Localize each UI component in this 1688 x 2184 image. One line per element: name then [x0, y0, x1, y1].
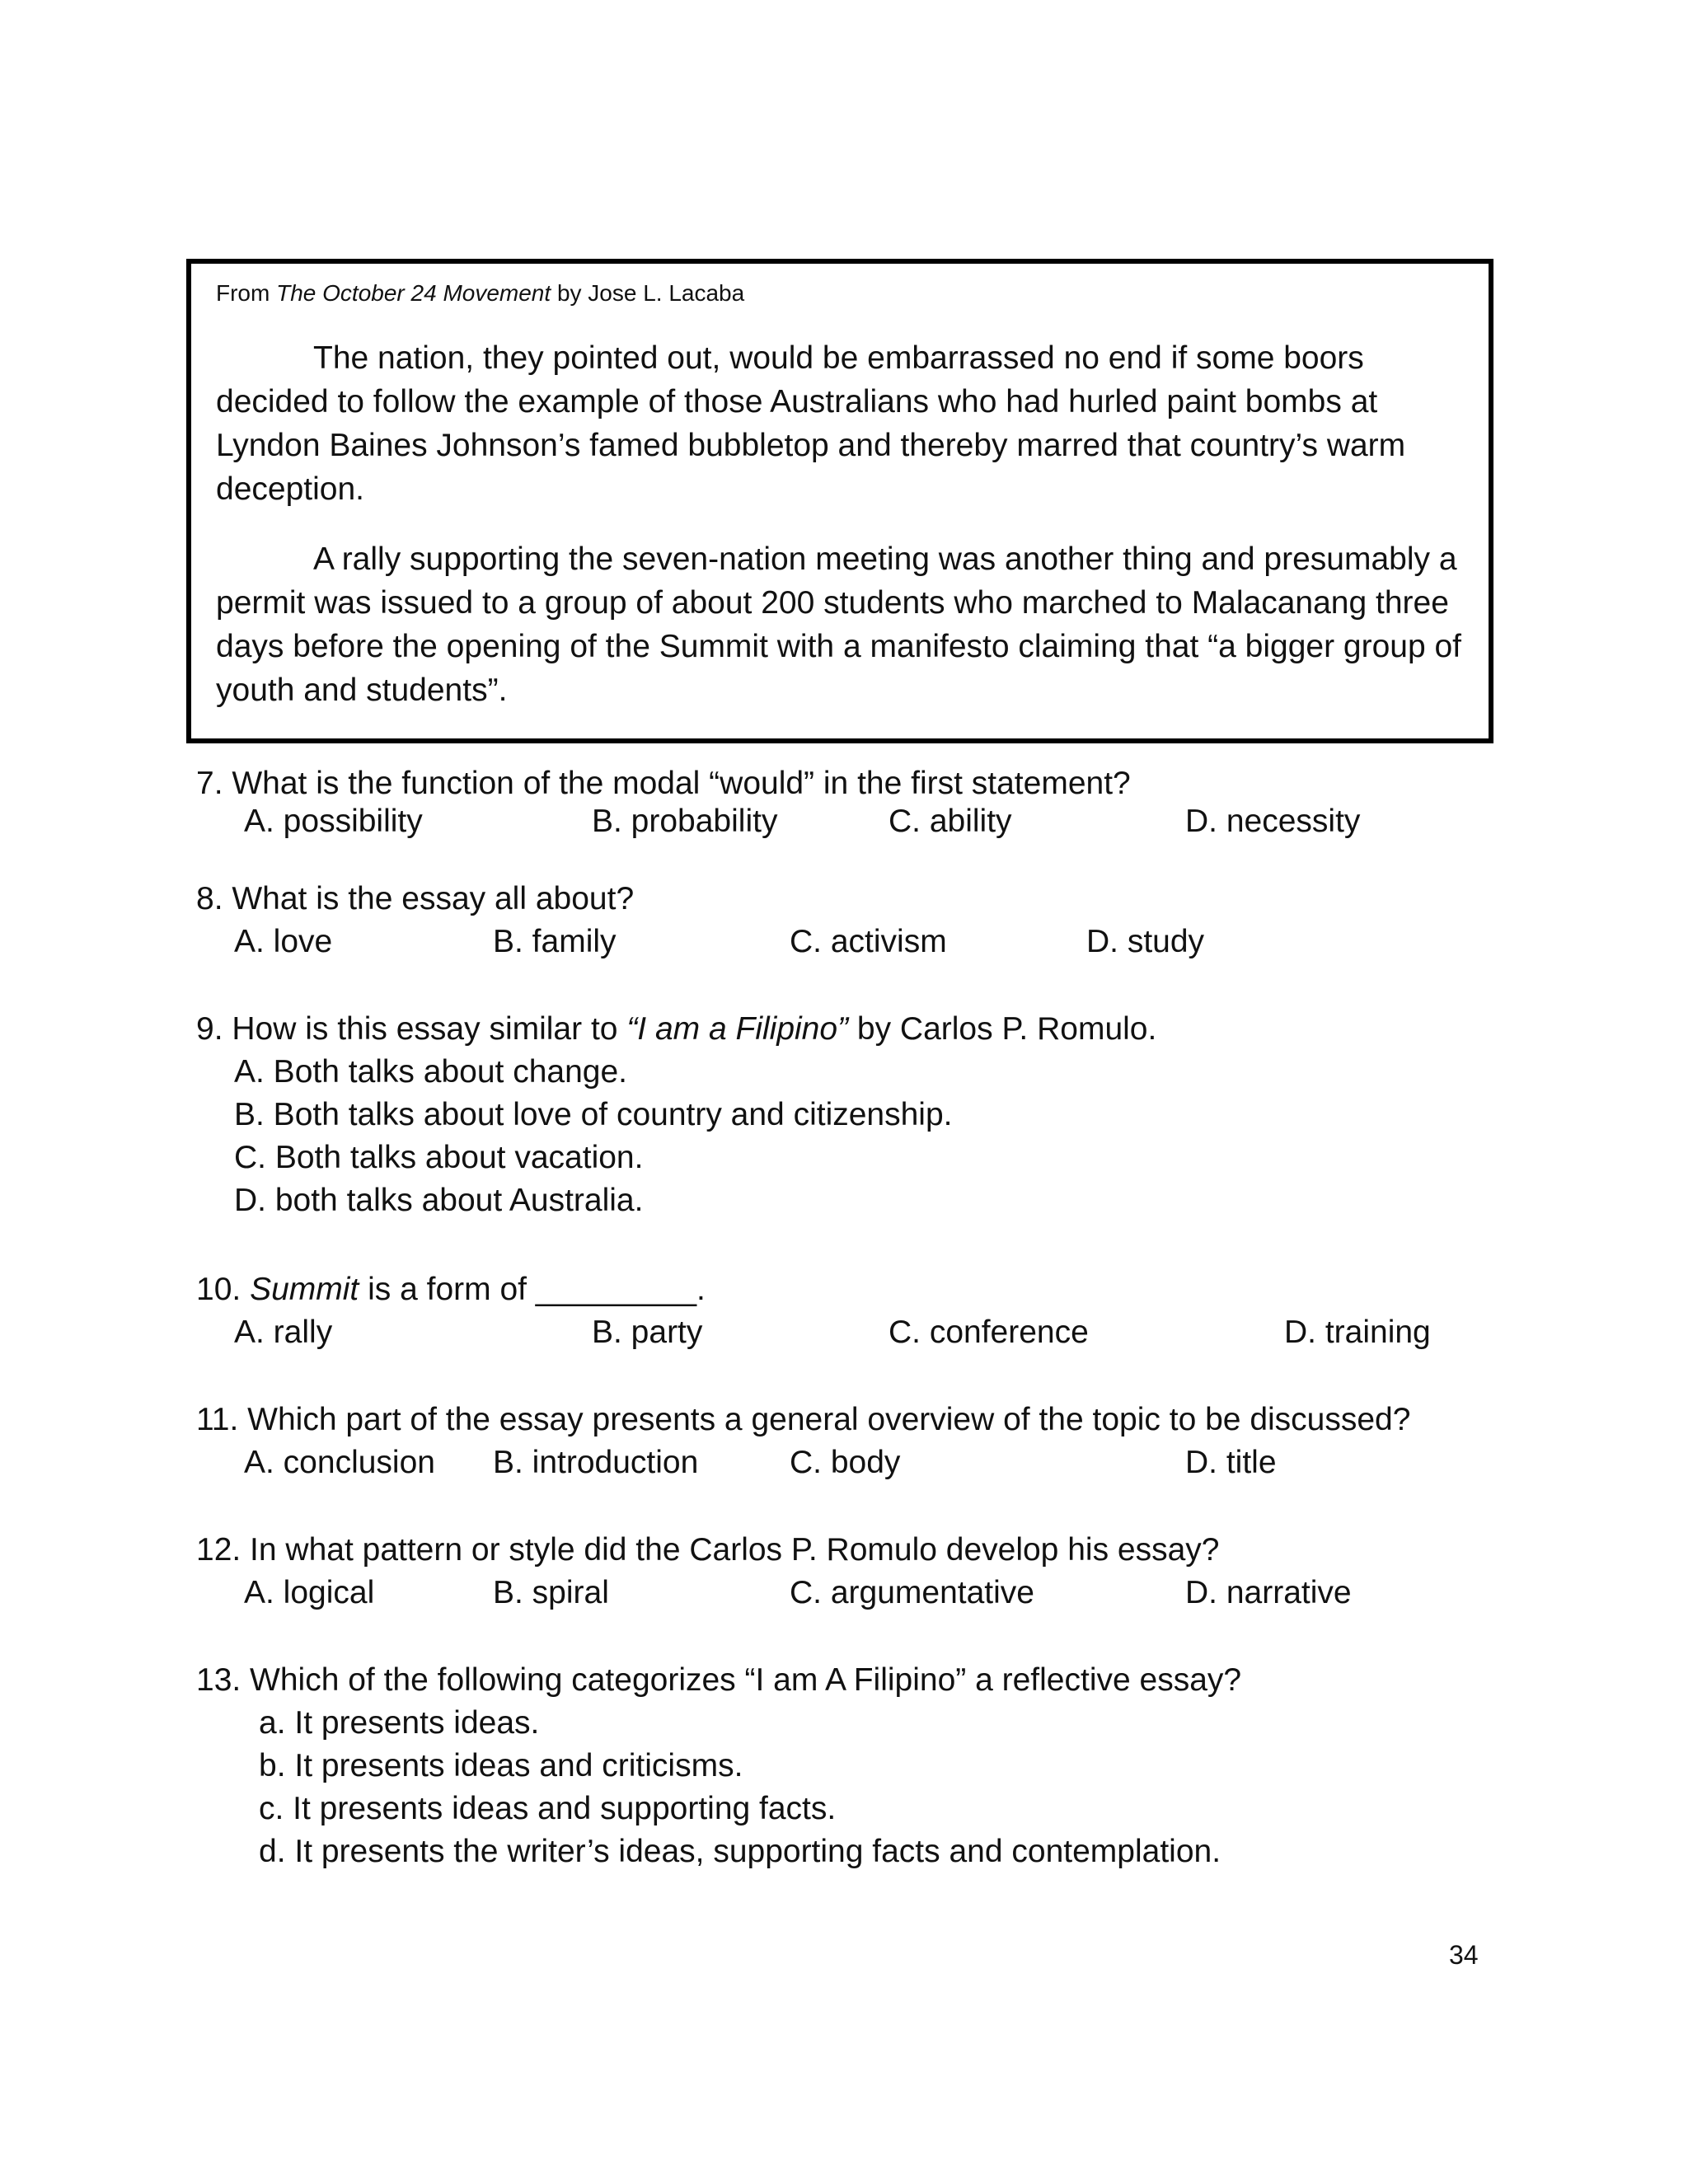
q13-option-b[interactable]: b. It presents ideas and criticisms.	[259, 1748, 743, 1783]
question-7: 7. What is the function of the modal “would” in the first statement?	[196, 766, 1131, 801]
question-12: 12. In what pattern or style did the Carlos P. Romulo develop his essay?	[196, 1532, 1220, 1568]
q10-option-b[interactable]: B. party	[592, 1315, 703, 1350]
q8-option-c[interactable]: C. activism	[790, 924, 947, 959]
q12-option-a[interactable]: A. logical	[244, 1575, 375, 1610]
q10-option-c[interactable]: C. conference	[889, 1315, 1089, 1350]
q10-option-a[interactable]: A. rally	[234, 1315, 333, 1350]
question-9: 9. How is this essay similar to “I am a Filipino” by Carlos P. Romulo.	[196, 1011, 1157, 1047]
question-8: 8. What is the essay all about?	[196, 881, 635, 916]
q10-option-d[interactable]: D. training	[1284, 1315, 1431, 1350]
q9-option-c[interactable]: C. Both talks about vacation.	[234, 1140, 644, 1175]
q13-option-d[interactable]: d. It presents the writer’s ideas, supporting facts and contemplation.	[259, 1834, 1221, 1869]
q12-option-b[interactable]: B. spiral	[493, 1575, 609, 1610]
q13-option-a[interactable]: a. It presents ideas.	[259, 1705, 540, 1741]
q11-option-d[interactable]: D. title	[1185, 1445, 1277, 1480]
question-11: 11. Which part of the essay presents a general overview of the topic to be discussed?	[196, 1402, 1411, 1437]
q12-option-c[interactable]: C. argumentative	[790, 1575, 1034, 1610]
q8-option-b[interactable]: B. family	[493, 924, 617, 959]
q7-option-c[interactable]: C. ability	[889, 804, 1012, 839]
q8-option-a[interactable]: A. love	[234, 924, 333, 959]
q12-option-d[interactable]: D. narrative	[1185, 1575, 1352, 1610]
q11-option-a[interactable]: A. conclusion	[244, 1445, 435, 1480]
passage-paragraph-1: The nation, they pointed out, would be embarrassed no end if some boors decided to follow the example of those Australians who had hurled paint bombs at Lyndon Baines Johnson’s famed bubbletop and thereby marred that country’s warm deception.	[216, 340, 1406, 507]
page-number: 34	[1449, 1940, 1479, 1970]
q7-option-a[interactable]: A. possibility	[244, 804, 423, 839]
q7-option-d[interactable]: D. necessity	[1185, 804, 1361, 839]
q13-option-c[interactable]: c. It presents ideas and supporting facts.	[259, 1791, 837, 1826]
q11-option-c[interactable]: C. body	[790, 1445, 901, 1480]
q8-option-d[interactable]: D. study	[1086, 924, 1205, 959]
q11-option-b[interactable]: B. introduction	[493, 1445, 699, 1480]
passage-box	[186, 259, 1493, 743]
q9-option-d[interactable]: D. both talks about Australia.	[234, 1183, 644, 1218]
q9-option-b[interactable]: B. Both talks about love of country and citizenship.	[234, 1097, 953, 1132]
q7-option-b[interactable]: B. probability	[592, 804, 778, 839]
q9-option-a[interactable]: A. Both talks about change.	[234, 1054, 627, 1090]
question-10: 10. Summit is a form of _________.	[196, 1272, 706, 1307]
question-13: 13. Which of the following categorizes “I am A Filipino” a reflective essay?	[196, 1662, 1242, 1698]
passage-source: From The October 24 Movement by Jose L. Lacaba	[216, 280, 745, 306]
passage-paragraph-2: A rally supporting the seven-nation meeting was another thing and presumably a permit was issued to a group of about 200 students who marched to Malacanang three days before the opening of the Summit with a manifesto claiming that “a bigger group of youth and students”.	[216, 541, 1462, 708]
source-title: The October 24 Movement	[276, 280, 551, 306]
